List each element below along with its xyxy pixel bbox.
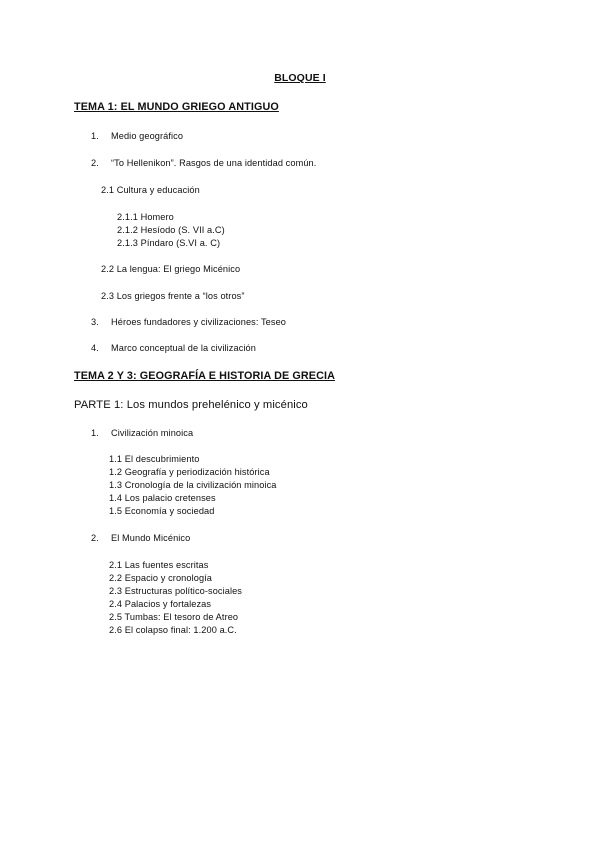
section-1 xyxy=(91,427,193,439)
section-1-sub-2: 1.2 Geografía y periodización histórica xyxy=(109,467,270,477)
section-2-sub-1: 2.1 Las fuentes escritas xyxy=(109,560,209,570)
tema1-sub-2-3: 2.3 Los griegos frente a “los otros” xyxy=(101,291,245,301)
section-2-sub-4: 2.4 Palacios y fortalezas xyxy=(109,599,212,609)
tema1-sub-2-1-2: 2.1.2 Hesíodo (S. VII a.C) xyxy=(117,225,225,235)
tema1-sub-2-2: 2.2 La lengua: El griego Micénico xyxy=(101,264,241,274)
item-text: Civilización minoica xyxy=(111,428,194,438)
section-2-sub-2: 2.2 Espacio y cronología xyxy=(109,573,213,583)
item-number: 1. xyxy=(91,131,99,141)
tema1-item-3 xyxy=(91,316,286,328)
item-text: Marco conceptual de la civilización xyxy=(111,343,256,353)
item-text: El Mundo Micénico xyxy=(111,533,191,543)
section-1-sub-3: 1.3 Cronología de la civilización minoica xyxy=(109,480,277,490)
section-1-sub-1: 1.1 El descubrimiento xyxy=(109,454,200,464)
item-text: Medio geográfico xyxy=(111,131,184,141)
section-2-sub-6: 2.6 El colapso final: 1.200 a.C. xyxy=(109,625,237,635)
tema1-sub-2-1-3: 2.1.3 Píndaro (S.VI a. C) xyxy=(117,238,221,248)
item-text: Héroes fundadores y civilizaciones: Teseo xyxy=(111,317,287,327)
tema1-item-1 xyxy=(91,130,183,142)
section-2 xyxy=(91,532,190,544)
tema1-title: TEMA 1: EL MUNDO GRIEGO ANTIGUO xyxy=(74,101,279,113)
section-2-sub-3: 2.3 Estructuras político-sociales xyxy=(109,586,243,596)
bloque-title: BLOQUE I xyxy=(274,72,326,84)
item-number: 4. xyxy=(91,343,99,353)
item-number: 2. xyxy=(91,158,99,168)
item-number: 3. xyxy=(91,317,99,327)
tema1-item-2 xyxy=(91,157,316,169)
parte1-title: PARTE 1: Los mundos prehelénico y micénico xyxy=(74,399,308,411)
tema1-sub-2-1-1: 2.1.1 Homero xyxy=(117,212,174,222)
item-text: “To Hellenikon”. Rasgos de una identidad común. xyxy=(111,158,317,168)
section-1-sub-4: 1.4 Los palacio cretenses xyxy=(109,493,216,503)
tema1-item-4 xyxy=(91,342,256,354)
tema1-sub-2-1: 2.1 Cultura y educación xyxy=(101,185,200,195)
item-number: 1. xyxy=(91,428,99,438)
item-number: 2. xyxy=(91,533,99,543)
section-2-sub-5: 2.5 Tumbas: El tesoro de Atreo xyxy=(109,612,239,622)
tema23-title: TEMA 2 Y 3: GEOGRAFÍA E HISTORIA DE GRECIA xyxy=(74,370,335,382)
section-1-sub-5: 1.5 Economía y sociedad xyxy=(109,506,215,516)
